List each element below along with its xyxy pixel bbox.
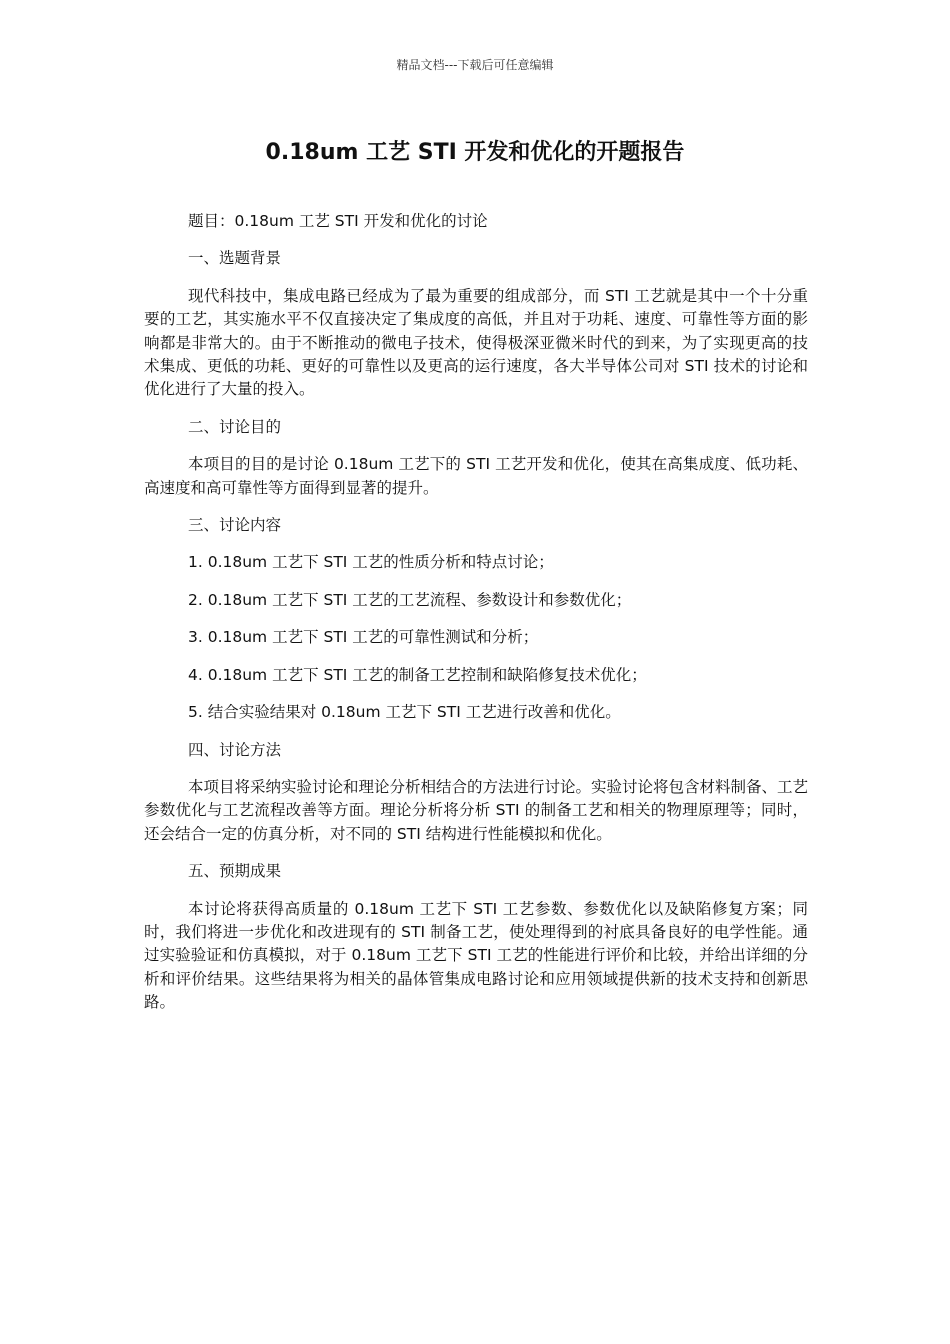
section-heading-method: 四、讨论方法 (188, 740, 282, 759)
section-heading-background: 一、选题背景 (188, 249, 282, 268)
list-item: 3. 0.18um 工艺下 STI 工艺的可靠性测试和分析； (188, 628, 539, 647)
document-body (144, 210, 808, 1029)
page-header: 精品文档---下载后可任意编辑 (396, 58, 554, 72)
list-item: 4. 0.18um 工艺下 STI 工艺的制备工艺控制和缺陷修复技术优化； (188, 665, 647, 684)
section-heading-results: 五、预期成果 (188, 862, 282, 881)
paragraph-background: 现代科技中，集成电路已经成为了最为重要的组成部分，而 STI 工艺就是其中一个十分重要的工艺，其实施水平不仅直接决定了集成度的高低，并且对于功耗、速度、可靠性等方面的影响都是非常大的。由于不断推动的微电子技术，使得极深亚微米时代的到来，为了实现更高的技术集成、更低的功耗、更好的可靠性以及更高的运行速度，各大半导体公司对 STI 技术的讨论和优化进行了大量的投入。 (144, 286, 808, 399)
list-item: 5. 结合实验结果对 0.18um 工艺下 STI 工艺进行改善和优化。 (188, 703, 621, 722)
list-item: 2. 0.18um 工艺下 STI 工艺的工艺流程、参数设计和参数优化； (188, 590, 632, 609)
paragraph-results: 本讨论将获得高质量的 0.18um 工艺下 STI 工艺参数、参数优化以及缺陷修复方案；同时，我们将进一步优化和改进现有的 STI 制备工艺，使处理得到的衬底具备良好的电学性能。通过实验验证和仿真模拟，对于 0.18um 工艺下 STI 工艺的性能进行评价和比较，并给出详细的分析和评价结果。这些结果将为相关的晶体管集成电路讨论和应用领域提供新的技术支持和创新思路。 (144, 899, 808, 1012)
section-heading-purpose: 二、讨论目的 (188, 417, 282, 436)
document-title: 0.18um 工艺 STI 开发和优化的开题报告 (265, 140, 685, 165)
section-heading-content: 三、讨论内容 (188, 516, 282, 535)
list-item: 1. 0.18um 工艺下 STI 工艺的性质分析和特点讨论； (188, 553, 554, 572)
paragraph-method: 本项目将采纳实验讨论和理论分析相结合的方法进行讨论。实验讨论将包含材料制备、工艺参数优化与工艺流程改善等方面。理论分析将分析 STI 的制备工艺和相关的物理原理等；同时，还会结合一定的仿真分析，对不同的 STI 结构进行性能模拟和优化。 (144, 777, 809, 843)
topic-line: 题目：0.18um 工艺 STI 开发和优化的讨论 (188, 212, 488, 230)
paragraph-purpose: 本项目的目的是讨论 0.18um 工艺下的 STI 工艺开发和优化，使其在高集成度、低功耗、高速度和高可靠性等方面得到显著的提升。 (144, 455, 808, 497)
